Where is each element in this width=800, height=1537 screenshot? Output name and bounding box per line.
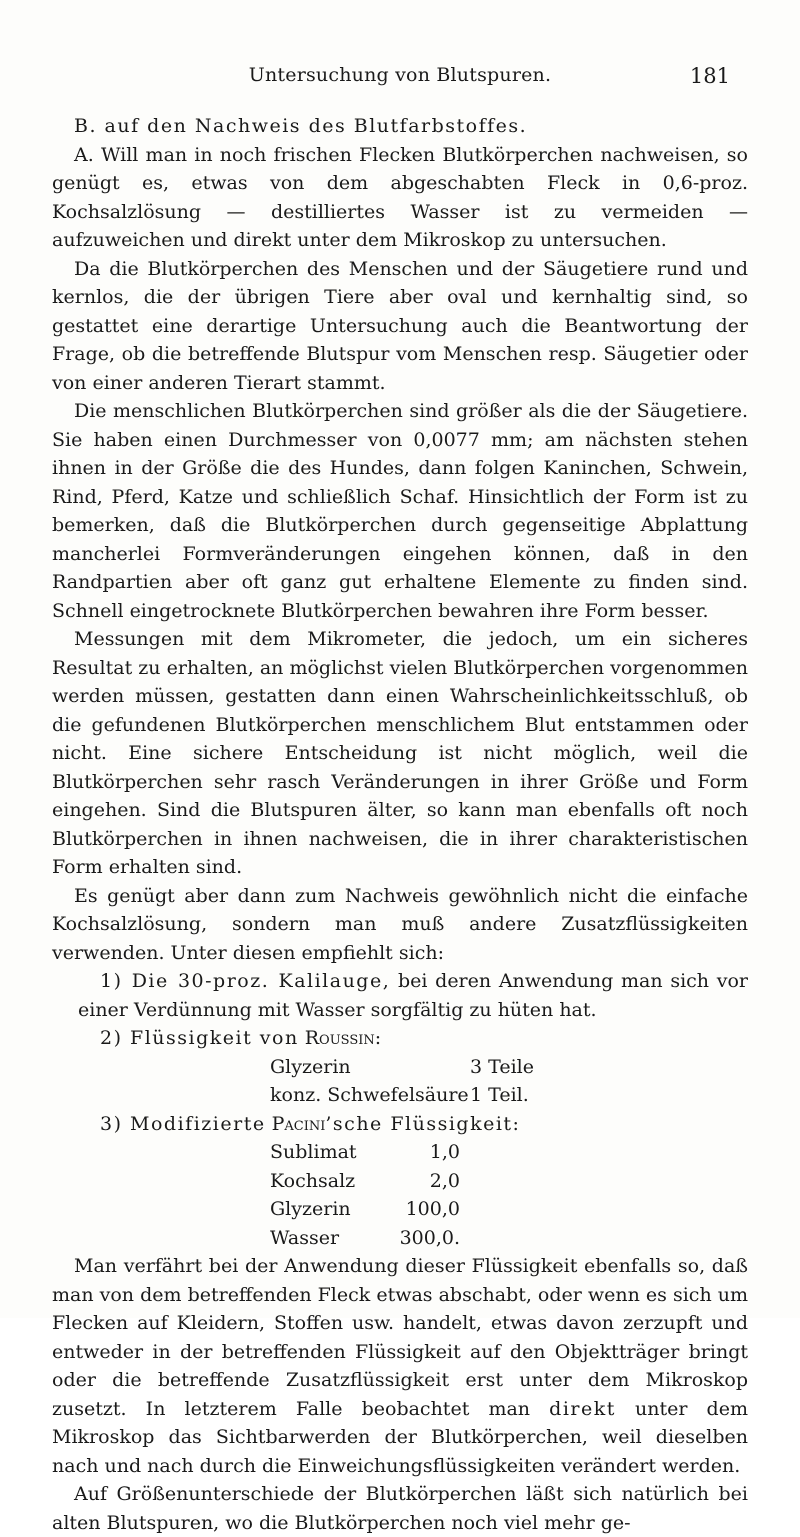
amount: 300,0. bbox=[399, 1226, 460, 1249]
list-item-3 bbox=[52, 1110, 748, 1139]
paragraph-3: Die menschlichen Blutkörperchen sind größer als die der Säugetiere. Sie haben einen Durchmesser von 0,0077 mm; am nächsten stehen ihnen in der Größe die des Hundes, dann folgen Kaninchen, Schwein, Rind, Pferd, Katze und schließlich Schaf. Hinsichtlich der Form ist zu bemerken, daß die Blutkörperchen durch gegenseitige Abplattung mancherlei Formveränderungen eingehen können, daß in den Randpartien aber oft ganz gut erhaltene Elemente zu finden sind. Schnell eingetrocknete Blutkörperchen bewahren ihre Form besser. bbox=[52, 400, 748, 622]
emphasis-direkt: direkt bbox=[549, 1397, 616, 1420]
amount: 1 Teil. bbox=[470, 1084, 529, 1106]
recipe-row bbox=[270, 1195, 748, 1224]
list-item-1 bbox=[52, 967, 748, 1024]
recipe-row bbox=[270, 1138, 748, 1167]
paragraph-5: Es genügt aber dann zum Nachweis gewöhnlich nicht die einfache Kochsalzlösung, sondern man muß andere Zusatzflüssigkeiten verwenden. Unter diesen empfiehlt sich: bbox=[52, 884, 748, 964]
paragraph-7: Auf Größenunterschiede der Blutkörperchen läßt sich natürlich bei alten Blutspuren, wo die Blutkörperchen noch viel mehr ge- bbox=[52, 1483, 748, 1534]
paragraph-4: Messungen mit dem Mikrometer, die jedoch, um ein sicheres Resultat zu erhalten, an möglichst vielen Blutkörperchen vorgenommen werden müssen, gestatten dann einen Wahrscheinlichkeitsschluß, ob die gefundenen Blutkörperchen menschlichem Blut entstammen oder nicht. Eine sichere Entscheidung ist nicht möglich, weil die Blutkörperchen sehr rasch Veränderungen in ihrer Größe und Form eingehen. Sind die Blutspuren älter, so kann man ebenfalls oft noch Blutkörperchen in ihnen nachweisen, die in ihrer charakteristischen Form erhalten sind. bbox=[52, 628, 748, 878]
list-item-3-title: 3) Modifizierte bbox=[100, 1112, 266, 1135]
paragraph-1: A. Will man in noch frischen Flecken Blutkörperchen nachweisen, so genügt es, etwas von dem abgeschabten Fleck in 0,6-proz. Kochsalzlösung — destilliertes Wasser ist zu vermeiden — aufzuweichen und direkt unter dem Mikroskop zu untersuchen. bbox=[52, 143, 748, 251]
recipe-row bbox=[270, 1081, 748, 1110]
ingredient: Sublimat bbox=[270, 1141, 357, 1163]
recipe-roussin bbox=[270, 1053, 748, 1110]
author-name-pacini: Pacini bbox=[271, 1112, 326, 1135]
recipe-pacini bbox=[270, 1138, 748, 1252]
page-header bbox=[40, 64, 760, 92]
amount: 3 Teile bbox=[470, 1055, 534, 1078]
list-item-2 bbox=[52, 1024, 748, 1053]
paragraph-6 bbox=[52, 1252, 748, 1480]
list-item-3-rest: ’sche Flüssigkeit: bbox=[325, 1112, 521, 1135]
section-heading: B. auf den Nachweis des Blutfarbstoffes. bbox=[74, 115, 528, 137]
ingredient: Glyzerin bbox=[270, 1198, 351, 1220]
page-number: 181 bbox=[689, 64, 730, 88]
ingredient: konz. Schwefelsäure bbox=[270, 1084, 469, 1106]
amount: 100,0 bbox=[405, 1198, 460, 1220]
ingredient: Kochsalz bbox=[270, 1169, 356, 1192]
amount: 1,0 bbox=[429, 1141, 460, 1163]
amount: 2,0 bbox=[429, 1169, 460, 1192]
list-item-1-title: 1) Die 30-proz. Kalilauge, bbox=[100, 970, 391, 992]
recipe-row bbox=[270, 1167, 748, 1196]
paragraph-2: Da die Blutkörperchen des Menschen und der Säugetiere rund und kernlos, die der übrigen Tiere aber oval und kernhaltig sind, so gestattet eine derartige Untersuchung auch die Beantwortung der Frage, ob die betreffende Blutspur vom Menschen resp. Säugetier oder von einer anderen Tierart stammt. bbox=[52, 257, 748, 394]
body-text bbox=[52, 112, 748, 1537]
recipe-row bbox=[270, 1224, 748, 1253]
recipe-row bbox=[270, 1053, 748, 1082]
paragraph-6-part-c: unter dem Mikroskop das Sichtbarwerden der Blutkörperchen, weil dieselben nach und nach durch die Einweichungsflüssigkeiten verändert werden. bbox=[52, 1397, 748, 1477]
list-item-2-title: 2) Flüssigkeit von bbox=[100, 1027, 299, 1049]
author-name-roussin: Roussin: bbox=[304, 1027, 382, 1049]
ingredient: Glyzerin bbox=[270, 1055, 351, 1078]
running-head: Untersuchung von Blutspuren. bbox=[248, 64, 552, 86]
ingredient: Wasser bbox=[270, 1226, 340, 1249]
list-item-1-text: bei deren Anwendung man sich vor einer Verdünnung mit Wasser sorgfältig zu hüten hat. bbox=[78, 970, 748, 1021]
paragraph-6-part-a: Man verfährt bei der Anwendung dieser Flüssigkeit ebenfalls so, daß man von dem betreffenden Fleck etwas abschabt, oder wenn es sich um Flecken auf Kleidern, Stoffen usw. handelt, etwas davon zerzupft und entweder in der betreffenden Flüssigkeit auf den Objektträger bringt oder die betreffende Zusatzflüssigkeit erst unter dem Mikroskop zusetzt. In letzterem Falle beobachtet man bbox=[52, 1255, 748, 1420]
